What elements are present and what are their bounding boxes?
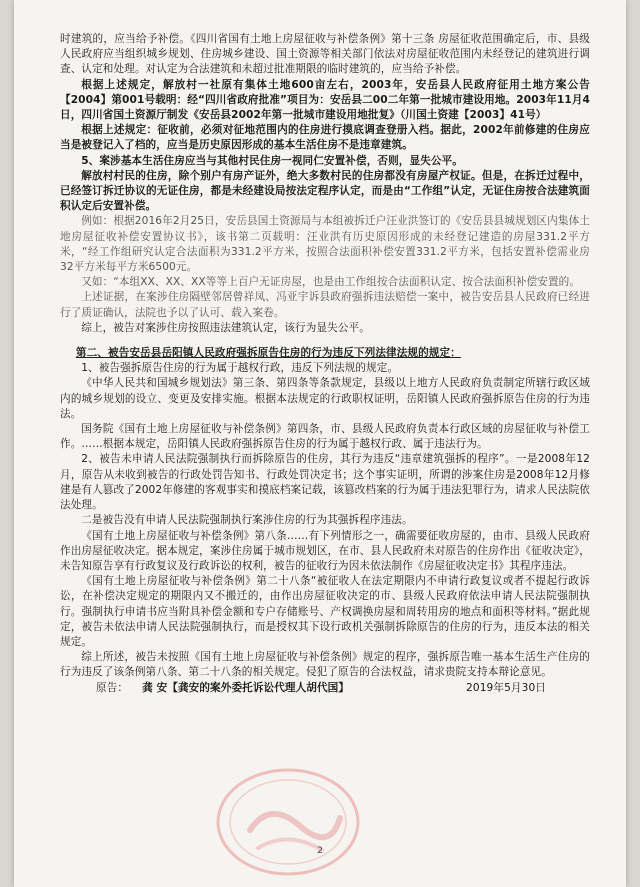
body-paragraph: 综上所述，被告未按照《国有土地上房屋征收与补偿条例》规定的程序，强拆原告唯一基本生活生产住房的行为违反了该条例第八条、第二十八条的相关规定。侵犯了原告的合法权益，请求贵院支持本辩论意见。: [60, 651, 590, 679]
body-paragraph: 《中华人民共和国城乡规划法》第三条、第四条等条款规定，县级以上地方人民政府负责制定所辖行政区域内的城乡规划的设立、变更及安排实施。根据本法规定的行政职权证明，岳阳镇人民政府强拆原告住房的行为违法。: [60, 377, 590, 420]
page-number: 2: [317, 846, 323, 856]
body-paragraph: 时建筑的，应当给予补偿。《四川省国有土地上房屋征收与补偿条例》第十三条 房屋征收范围确定后，市、县级人民政府应当组织城乡规划、住房城乡建设、国土资源等相关部门依法对房屋征收范围内未经登记的建筑进行调查、认定和处理。对认定为合法建筑和未超过批准期限的临时建筑的，应当给予补偿。: [60, 33, 590, 76]
signature-date: 2019年5月30日: [466, 681, 546, 694]
body-paragraph: 综上，被告对案涉住房按照违法建筑认定，该行为显失公平。: [81, 321, 370, 334]
red-seal-stamp: [210, 760, 370, 878]
body-paragraph: 根据上述规定：征收前，必须对征地范围内的住房进行摸底调查登册入档。据此，2002年前修建的住房应当是被登记入了档的，应当是历史原因形成的基本生活住房不是违章建筑。: [60, 124, 590, 152]
body-paragraph: 上述证据，在案涉住房隔壁邻居曾祥凤、冯亚宇诉县政府强拆违法赔偿一案中，被告安岳县人民政府已经进行了质证确认，法院也予以了认可、载入案卷。: [60, 291, 590, 319]
body-paragraph: 国务院《国有土地上房屋征收与补偿条例》第四条，市、县级人民政府负责本行政区域的房屋征收与补偿工作。……根据本规定，岳阳镇人民政府强拆原告住房的行为属于越权行政、属于违法行为。: [60, 423, 590, 451]
body-paragraph: 例如：根据2016年2月25日，安岳县国土资源局与本组被拆迁户汪业洪签订的《安岳县县城规划区内集体土地房屋征收补偿安置协议书》，该书第二页载明：汪业洪有历史原因形成的未经登记建造的房屋331.2平方米，“经工作组研究认定合法面积为331.2平方米，按照合法面积补偿安置331.2平方米，包括安置补偿需业房32平方米每平方米6500元。: [60, 215, 590, 274]
signature-role-label: 原告：: [96, 681, 129, 694]
body-paragraph: 2、被告未申请人民法院强制执行而拆除原告的住房，其行为违反“违章建筑强拆的程序”。一是2008年12月，原告从未收到被告的行政处罚告知书、行政处罚决定书；这个事实证明，所谓的涉案住房是2008年12月修建是有人篡改了2002年修建的客观事实和摸底档案记载，该篡改档案的行为属于违法犯罪行为，请求人民法院依法处理。: [60, 453, 590, 512]
body-paragraph: 5、案涉基本生活住房应当与其他村民住房一视同仁安置补偿，否则，显失公平。: [81, 154, 463, 167]
section-heading: 第二、被告安岳县岳阳镇人民政府强拆原告住房的行为违反下列法律法规的规定：: [75, 347, 461, 360]
body-paragraph: 1、被告强拆原告住房的行为属于越权行政，违反下列法规的规定。: [81, 362, 399, 375]
document-page: [14, 0, 626, 887]
body-paragraph: 根据上述规定，解放村一社原有集体土地600亩左右，2003年，安岳县人民政府征用土地方案公告【2004】第001号载明：经“四川省政府批准”项目为：安岳县二00二年第一批城市建设用地。2003年11月4日，四川省国土资源厅制发《安岳县2002年第一批城市建设用地批复》（川国土资建【2003】41号）: [60, 78, 590, 122]
body-paragraph: 又如：“本组XX、XX、XX等等上百户无证房屋，也是由工作组按合法面积认定、按合法面积补偿安置的。: [81, 276, 581, 289]
body-paragraph: 解放村村民的住房，除个别户有房产证外，绝大多数村民的住房都没有房屋产权证。但是，在拆迁过程中，已经签订拆迁协议的无证住房，都是未经建设局按法定程序认定，而是由“工作组”认定，无证住房按合法建筑面积认定后安置补偿。: [60, 169, 590, 213]
body-paragraph: 二是被告没有申请人民法院强制执行案涉住房的行为其强拆程序违法。: [81, 514, 413, 527]
agent-name: 【龚安的案外委托诉讼代理人胡代国】: [167, 681, 350, 694]
document-body: [60, 32, 590, 696]
body-paragraph: 《国有土地上房屋征收与补偿条例》第二十八条“被征收人在法定期限内不申请行政复议或者不提起行政诉讼，在补偿决定规定的期限内又不搬迁的，由作出房屋征收决定的市、县级人民政府依法申请人民法院强制执行。强制执行申请书应当附具补偿金额和专户存储账号、产权调换房屋和周转用房的地点和面积等材料。”据此规定，被告未依法申请人民法院强制执行，而是授权其下设行政机关强制拆除原告的住房的行为，违反本法的相关规定。: [60, 575, 590, 648]
signature-line: [60, 681, 590, 696]
body-paragraph: 《国有土地上房屋征收与补偿条例》第八条……有下列情形之一，确需要征收房屋的，由市、县级人民政府作出房屋征收决定。据本规定，案涉住房属于城市规划区，在市、县人民政府未对原告的住房作出《征收决定》，未告知原告享有行政复议及行政诉讼的权利，被告的征收行为因未依法制作《房屋征收决定书》其程序违法。: [60, 529, 590, 572]
plaintiff-name: 龚 安: [142, 681, 168, 694]
